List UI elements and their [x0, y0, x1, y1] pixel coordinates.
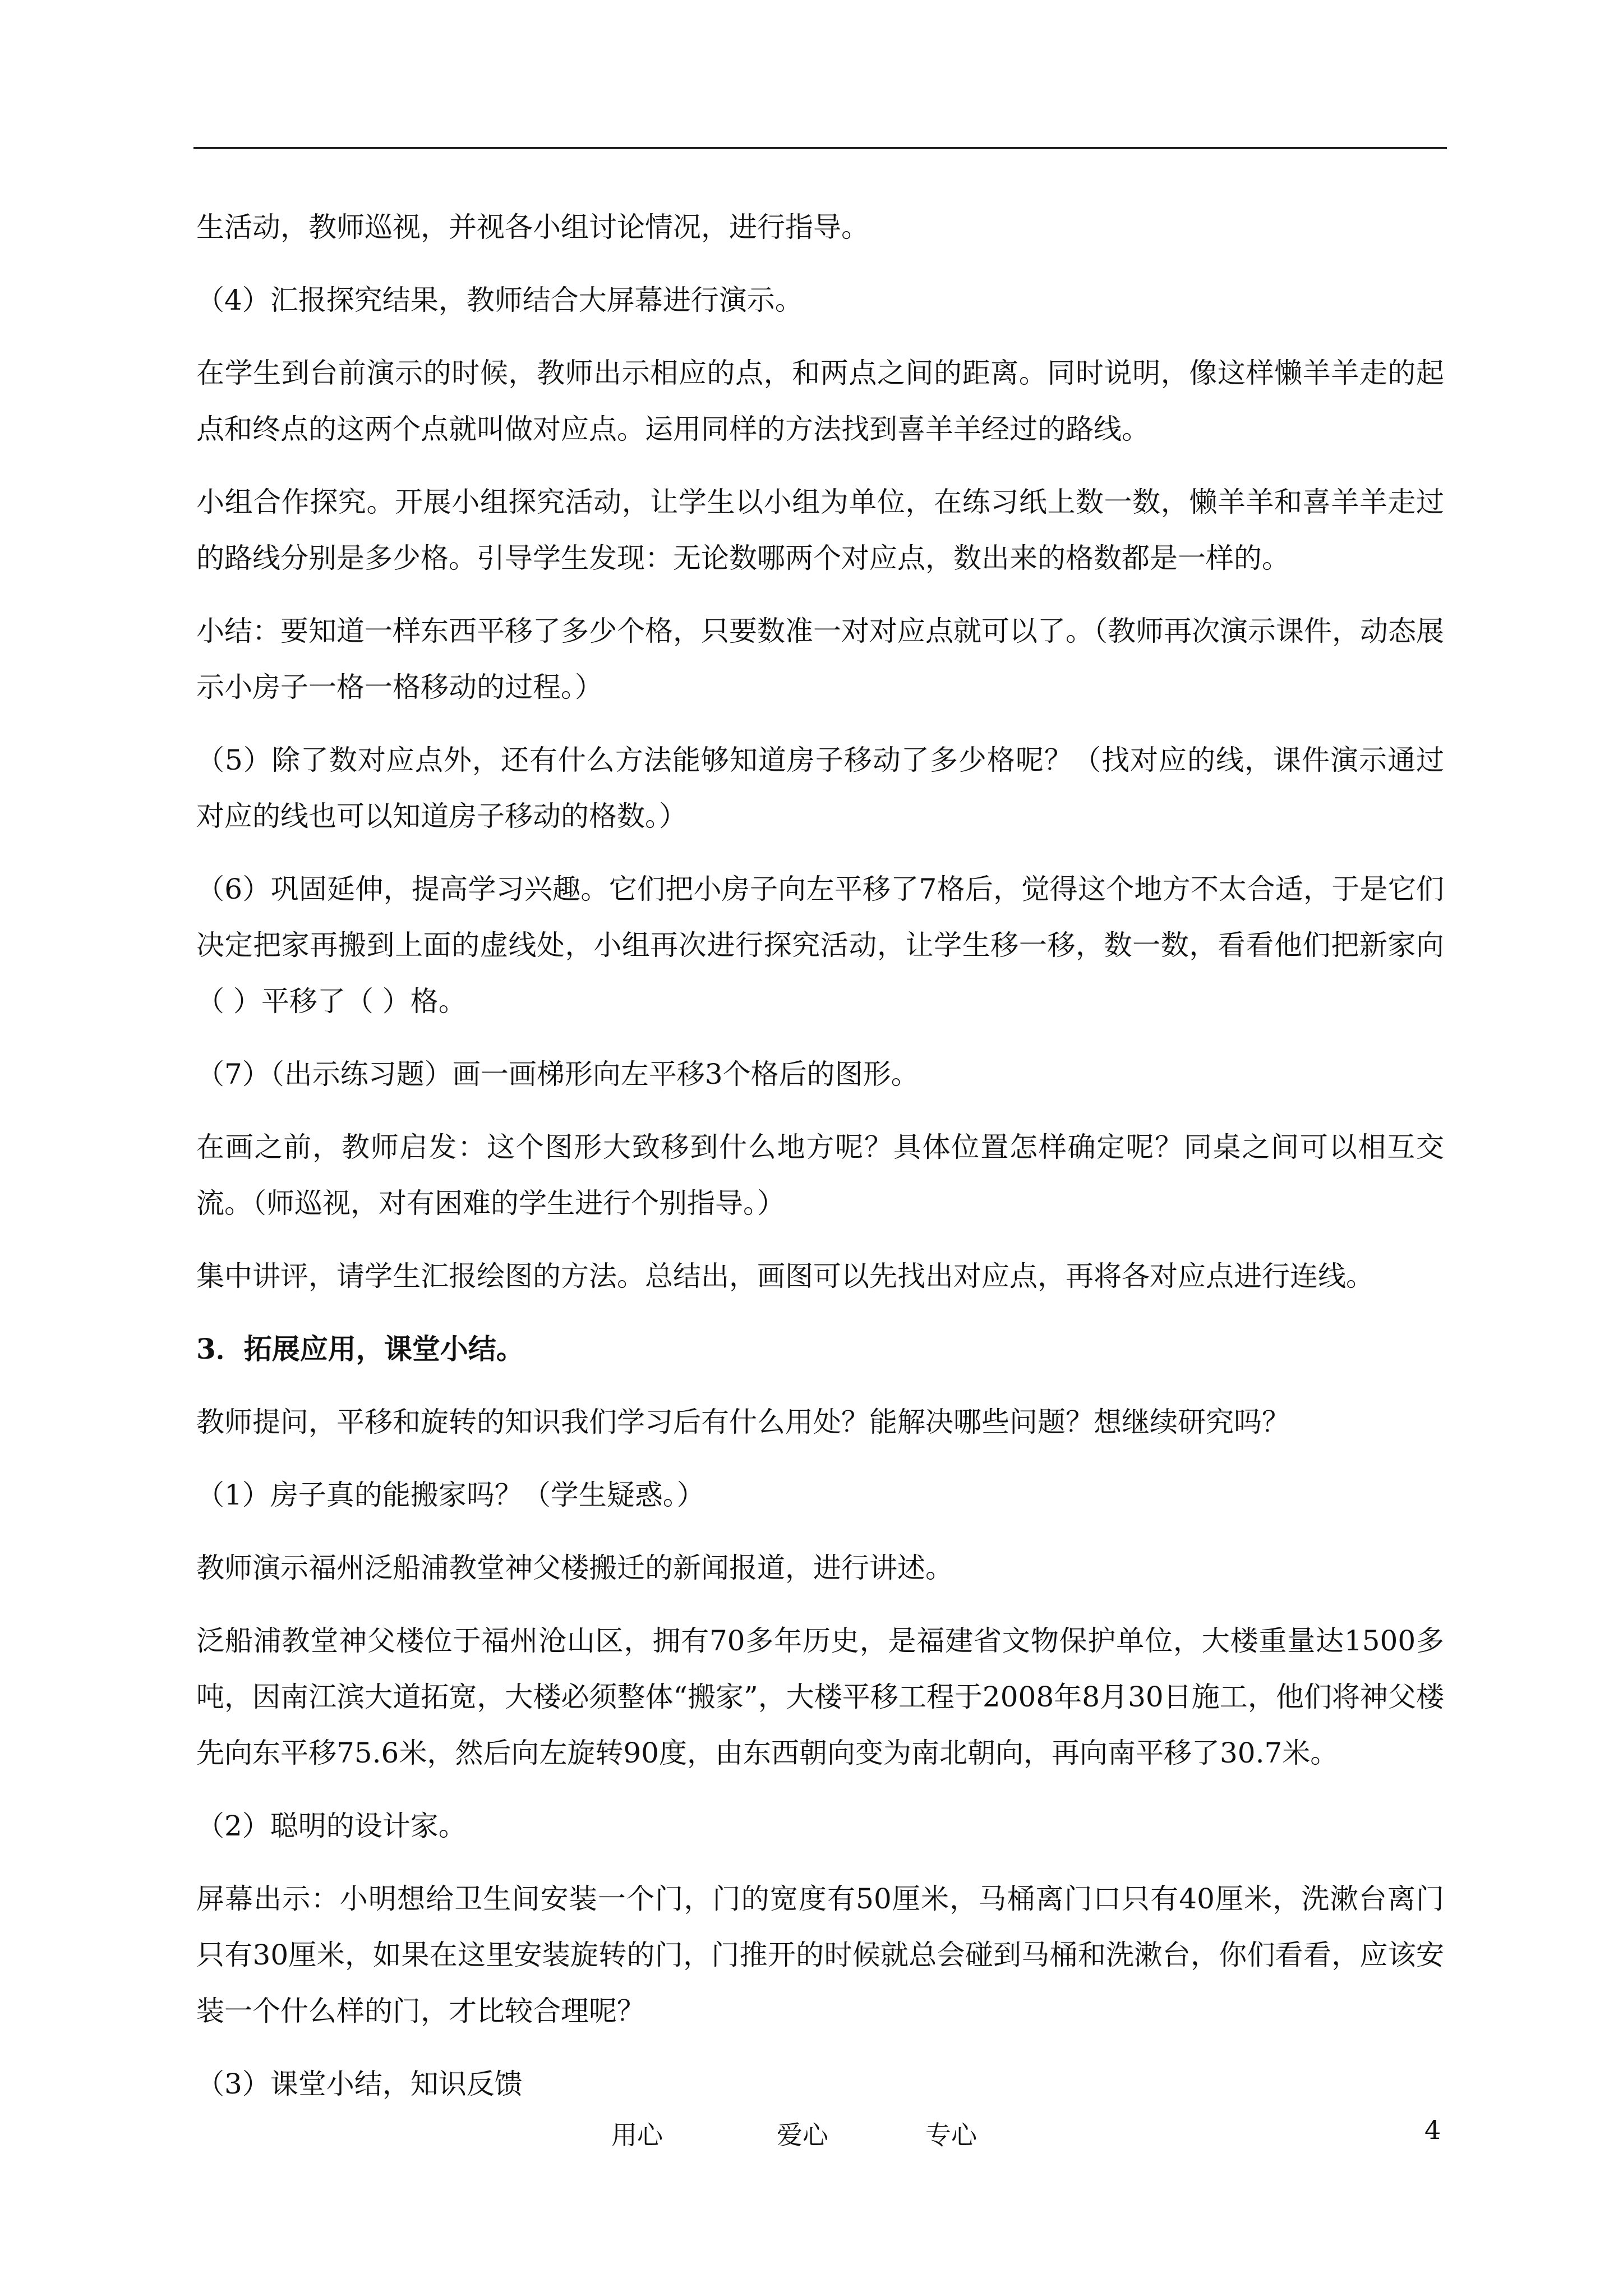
- paragraph: （3）课堂小结，知识反馈: [196, 2068, 523, 2100]
- footer-word: 爱心: [777, 2120, 828, 2150]
- paragraph: 在画之前，教师启发：这个图形大致移到什么地方呢？具体位置怎样确定呢？同桌之间可以相互交流。（师巡视，对有困难的学生进行个别指导。）: [196, 1131, 1444, 1220]
- footer-word: 专心: [925, 2120, 977, 2150]
- paragraph: 在学生到台前演示的时候，教师出示相应的点，和两点之间的距离。同时说明，像这样懒羊羊走的起点和终点的这两个点就叫做对应点。运用同样的方法找到喜羊羊经过的路线。: [196, 357, 1444, 445]
- paragraph: 教师提问，平移和旋转的知识我们学习后有什么用处？能解决哪些问题？想继续研究吗？: [196, 1406, 1290, 1438]
- document-body: [196, 199, 1444, 2129]
- page-footer: [0, 2115, 1623, 2154]
- paragraph: 小组合作探究。开展小组探究活动，让学生以小组为单位，在练习纸上数一数，懒羊羊和喜羊羊走过的路线分别是多少格。引导学生发现：无论数哪两个对应点，数出来的格数都是一样的。: [196, 486, 1444, 574]
- paragraph: （5）除了数对应点外，还有什么方法能够知道房子移动了多少格呢？（找对应的线，课件演示通过对应的线也可以知道房子移动的格数。）: [196, 744, 1444, 832]
- paragraph: （7）（出示练习题）画一画梯形向左平移3个格后的图形。: [196, 1058, 919, 1091]
- paragraph: 集中讲评，请学生汇报绘图的方法。总结出，画图可以先找出对应点，再将各对应点进行连线。: [196, 1260, 1374, 1292]
- page-number: 4: [1424, 2115, 1441, 2145]
- paragraph: （4）汇报探究结果，教师结合大屏幕进行演示。: [196, 284, 803, 316]
- footer-word: 用心: [611, 2120, 663, 2150]
- paragraph: 小结：要知道一样东西平移了多少个格，只要数准一对对应点就可以了。（教师再次演示课件，动态展示小房子一格一格移动的过程。）: [196, 615, 1444, 703]
- header-rule: [193, 147, 1447, 149]
- paragraph: 生活动，教师巡视，并视各小组讨论情况，进行指导。: [196, 211, 869, 243]
- paragraph: 泛船浦教堂神父楼位于福州沧山区，拥有70多年历史，是福建省文物保护单位，大楼重量达1500多吨，因南江滨大道拓宽，大楼必须整体“搬家”，大楼平移工程于2008年8月30日施工，他们将神父楼先向东平移75.6米，然后向左旋转90度，由东西朝向变为南北朝向，再向南平移了30.7米。: [196, 1625, 1444, 1769]
- paragraph: （2）聪明的设计家。: [196, 1810, 467, 1842]
- paragraph: 教师演示福州泛船浦教堂神父楼搬迁的新闻报道，进行讲述。: [196, 1552, 953, 1584]
- section-heading: 3．拓展应用，课堂小结。: [196, 1332, 524, 1365]
- paragraph: （6）巩固延伸，提高学习兴趣。它们把小房子向左平移了7格后，觉得这个地方不太合适，于是它们决定把家再搬到上面的虚线处，小组再次进行探究活动，让学生移一移，数一数，看看他们把新家向（ ）平移了（ ）格。: [196, 873, 1444, 1018]
- paragraph: （1）房子真的能搬家吗？（学生疑惑。）: [196, 1479, 705, 1511]
- paragraph: 屏幕出示：小明想给卫生间安装一个门，门的宽度有50厘米，马桶离门口只有40厘米，洗漱台离门只有30厘米，如果在这里安装旋转的门，门推开的时候就总会碰到马桶和洗漱台，你们看看，应该安装一个什么样的门，才比较合理呢？: [196, 1883, 1444, 2027]
